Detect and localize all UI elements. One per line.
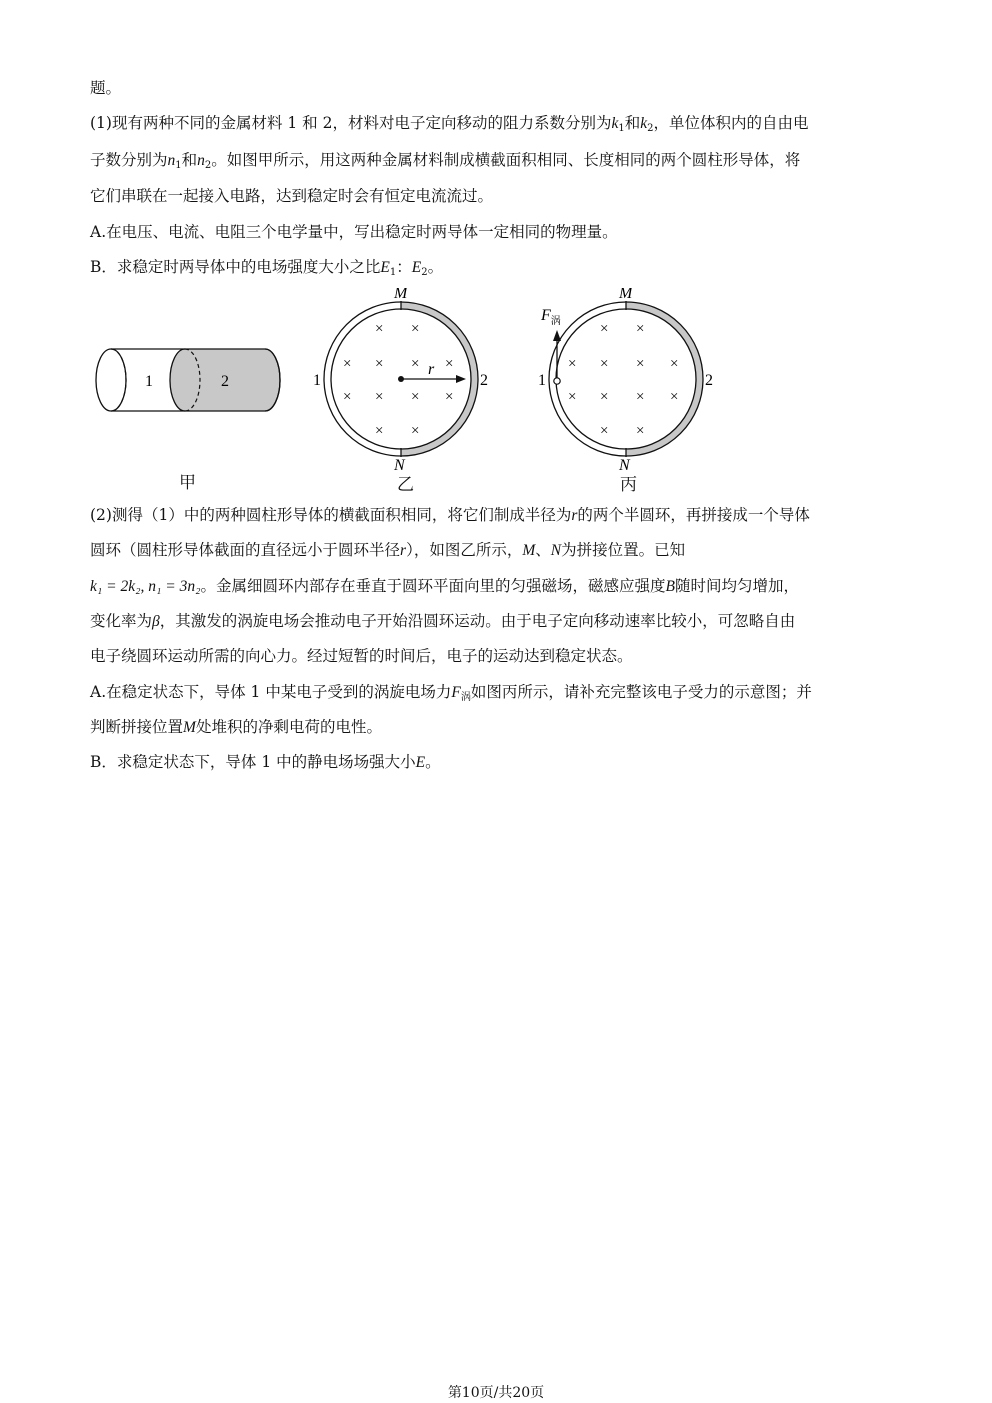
figure-bing-ring [535, 288, 725, 474]
ring-inner-edge [556, 309, 696, 449]
svg-text:×: × [568, 389, 577, 405]
figure-bing-caption: 丙 [620, 475, 637, 495]
label-1: 1 [313, 372, 321, 389]
question-2b: B．求稳定状态下，导体 1 中的静电场场强大小E。 [90, 753, 441, 771]
cylinder-label-1: 1 [145, 373, 153, 390]
svg-text:×: × [343, 389, 352, 405]
magnetic-field-marks [568, 321, 678, 439]
svg-text:×: × [411, 389, 420, 405]
label-2: 2 [480, 372, 488, 389]
question-1a: A.在电压、电流、电阻三个电学量中，写出稳定时两导体一定相同的物理量。 [90, 223, 618, 241]
svg-text:×: × [445, 356, 454, 372]
svg-text:×: × [670, 389, 679, 405]
text-line-8: k₁ = 2k₂, n₁ = 3n₂。金属细圆环内部存在垂直于圆环平面向里的匀强磁场，磁感应强度B随时间均匀增加， [90, 577, 799, 595]
svg-text:×: × [411, 423, 420, 439]
vortex-force-arrowhead [553, 330, 561, 341]
label-2: 2 [705, 372, 713, 389]
svg-text:×: × [600, 321, 609, 337]
cylinder-label-2: 2 [221, 373, 229, 390]
label-1: 1 [538, 372, 546, 389]
question-1b: B．求稳定时两导体中的电场强度大小之比$E_1$：$E_2$。 [90, 258, 444, 278]
svg-text:×: × [670, 356, 679, 372]
svg-text:×: × [600, 356, 609, 372]
page-number: 第10页/共20页 [447, 1385, 545, 1401]
svg-text:×: × [636, 321, 645, 337]
label-M: M [394, 288, 408, 302]
svg-text:×: × [600, 389, 609, 405]
figure-yi-caption: 乙 [397, 475, 414, 495]
svg-text:×: × [568, 356, 577, 372]
svg-text:×: × [375, 356, 384, 372]
question-1-intro: (1)现有两种不同的金属材料 1 和 2，材料对电子定向移动的阻力系数分别为$k_1$和$k_2$，单位体积内的自由电 [90, 114, 809, 134]
radius-label: r [428, 361, 435, 378]
svg-text:×: × [411, 356, 420, 372]
text-line-2: 子数分别为$n_1$和$n_2$。如图甲所示，用这两种金属材料制成横截面积相同、长度相同的两个圆柱形导体，将 [90, 151, 801, 171]
figure-jia-caption: 甲 [179, 473, 196, 493]
svg-text:×: × [636, 423, 645, 439]
force-label: $F_涡$ [541, 307, 561, 327]
text-line-3: 它们串联在一起接入电路，达到稳定时会有恒定电流流过。 [90, 187, 494, 205]
svg-text:×: × [375, 423, 384, 439]
text-line-10: 电子绕圆环运动所需的向心力。经过短暂的时间后，电子的运动达到稳定状态。 [90, 647, 633, 665]
svg-text:×: × [636, 389, 645, 405]
label-M: M [619, 288, 633, 302]
svg-text:×: × [375, 321, 384, 337]
svg-text:×: × [375, 389, 384, 405]
given-relation: k₁ = 2k₂, n₁ = 3n₂ [90, 578, 201, 595]
svg-text:×: × [343, 356, 352, 372]
svg-text:×: × [445, 389, 454, 405]
svg-text:×: × [411, 321, 420, 337]
figure-jia-cylinders [85, 340, 295, 420]
svg-text:×: × [600, 423, 609, 439]
radius-arrowhead [456, 375, 466, 383]
label-N: N [619, 457, 630, 474]
question-2-intro: (2)测得（1）中的两种圆柱形导体的横截面积相同，将它们制成半径为r的两个半圆环，再拼接成一个导体 [90, 506, 810, 524]
figure-yi-ring [310, 288, 500, 474]
label-N: N [394, 457, 405, 474]
question-2a: A.在稳定状态下，导体 1 中某电子受到的涡旋电场力$F_涡$如图丙所示，请补充完整该电子受力的示意图；并 [90, 683, 812, 703]
text-line-12: 判断拼接位置M处堆积的净剩电荷的电性。 [90, 718, 382, 736]
svg-text:×: × [636, 356, 645, 372]
electron [554, 378, 560, 384]
text-line-0: 题。 [90, 79, 122, 97]
text-line-9: 变化率为β，其激发的涡旋电场会推动电子开始沿圆环运动。由于电子定向移动速率比较小，可忽略自由 [90, 612, 796, 630]
text-line-7: 圆环（圆柱形导体截面的直径远小于圆环半径r），如图乙所示，M、N为拼接位置。已知 [90, 541, 686, 559]
